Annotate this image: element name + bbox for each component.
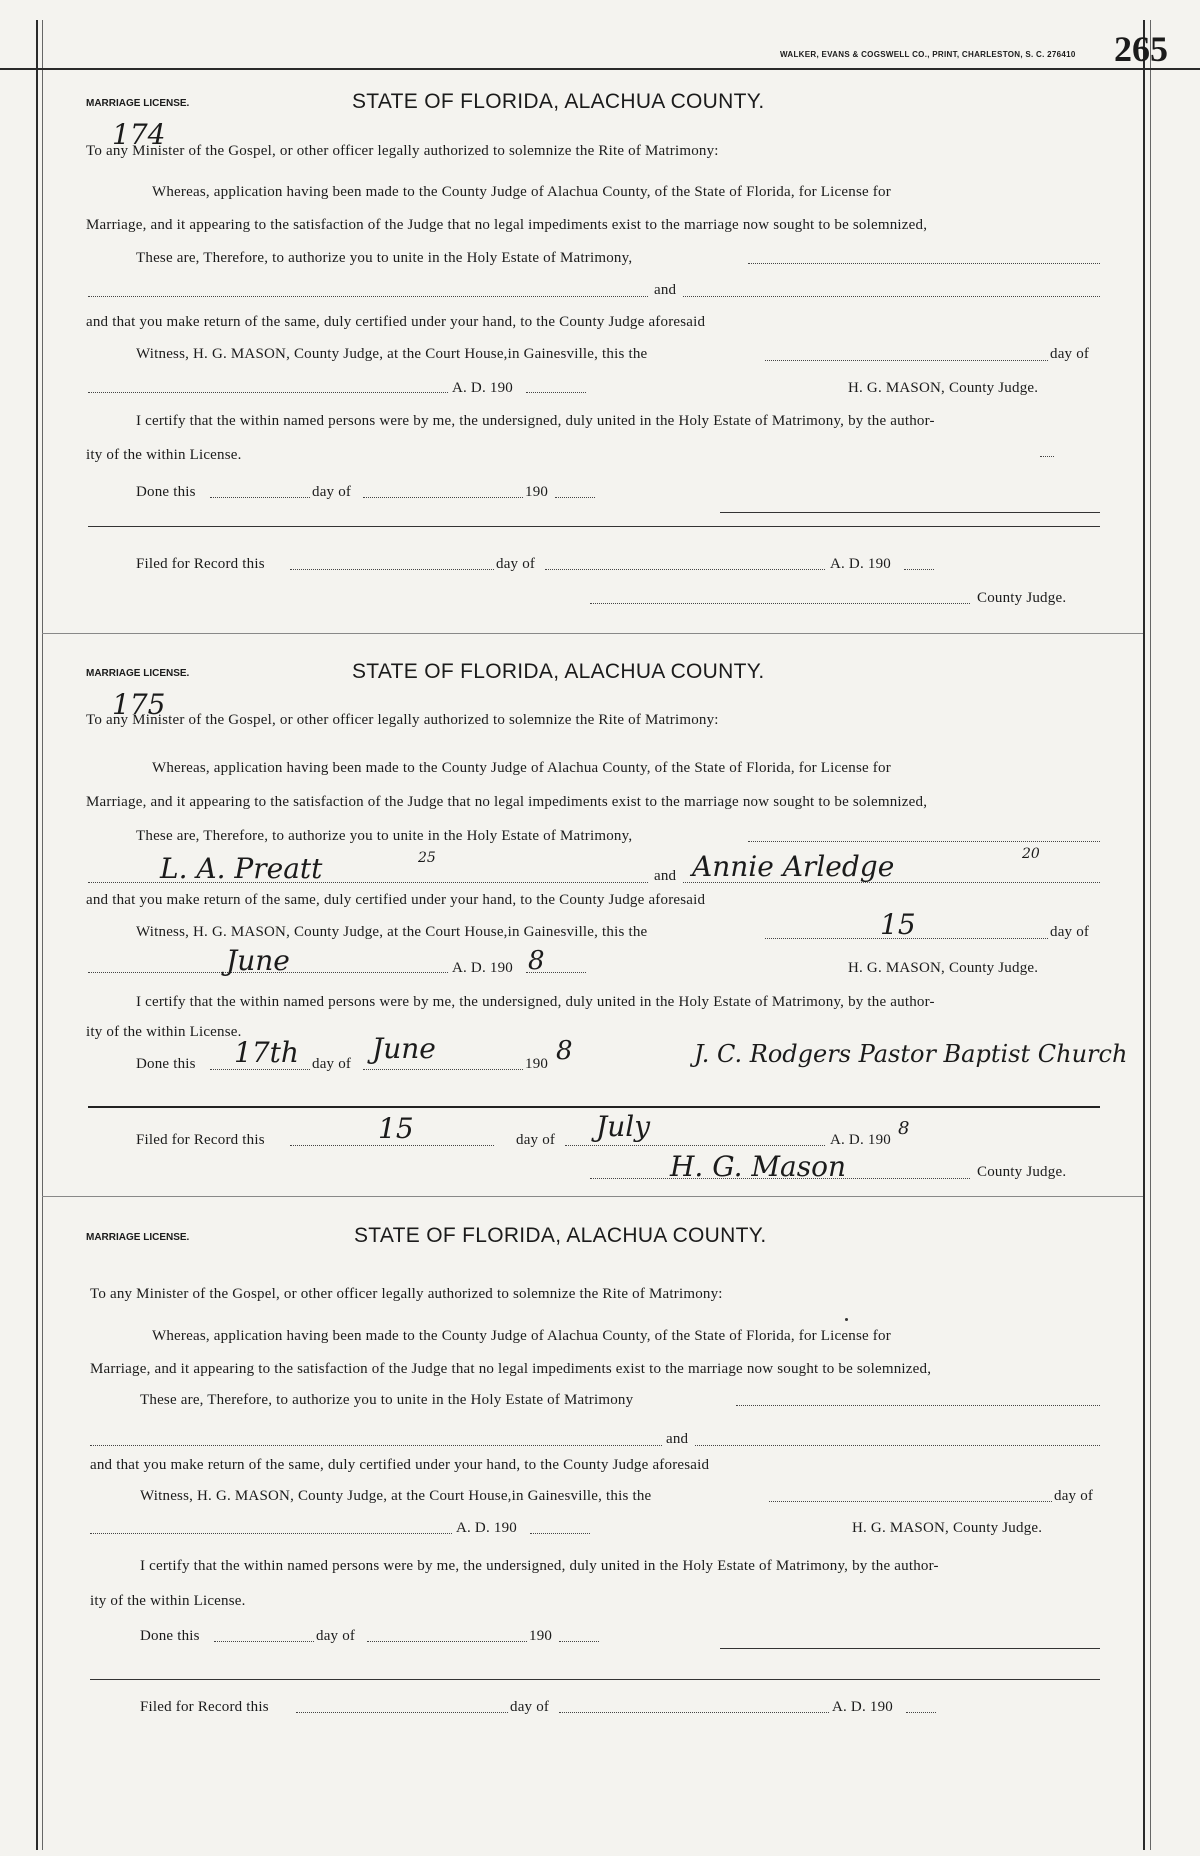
and-label: and [654, 282, 677, 298]
groom-blank [748, 263, 1100, 264]
done-this-label: Done this [140, 1628, 200, 1644]
bride-age: 20 [1022, 846, 1040, 862]
witness-day-of: day of [1054, 1488, 1094, 1504]
filed-day-blank [296, 1712, 508, 1713]
left-margin-line-inner [42, 20, 43, 1850]
whereas-line-1: Whereas, application having been made to the County Judge of Alachua County, of the State of Florida, for License for [152, 760, 891, 776]
done-month: June [372, 1032, 436, 1065]
bride-blank [695, 1445, 1100, 1446]
filed-day-of-label: day of [496, 556, 536, 572]
witness-ad-190: A. D. 190 [452, 380, 513, 396]
done-month-blank [367, 1641, 527, 1642]
done-190-label: 190 [525, 1056, 549, 1072]
done-day-blank [210, 1069, 310, 1070]
judge-name: H. G. MASON, County Judge. [852, 1520, 1043, 1536]
done-190-label: 190 [529, 1628, 553, 1644]
filed-day-of-label: day of [510, 1699, 550, 1715]
done-day-blank [214, 1641, 314, 1642]
return-line: and that you make return of the same, duly certified under your hand, to the County Judge aforesaid [86, 314, 706, 330]
names-blank-left [90, 1445, 662, 1446]
license-divider [42, 1196, 1143, 1197]
witness-month-blank [90, 1533, 452, 1534]
filed-day-blank [290, 1145, 494, 1146]
witness-line: Witness, H. G. MASON, County Judge, at the Court House,in Gainesville, this the [136, 346, 648, 362]
top-rule [0, 68, 1200, 70]
filed-ad-label: A. D. 190 [832, 1699, 893, 1715]
groom-age: 25 [418, 850, 436, 866]
license-state-title: STATE OF FLORIDA, ALACHUA COUNTY. [354, 1224, 767, 1247]
judge-signature: H. G. Mason [670, 1150, 847, 1183]
done-month-blank [363, 1069, 523, 1070]
filed-ad-label: A. D. 190 [830, 1132, 891, 1148]
stray-dot [845, 1318, 848, 1321]
done-year-blank [555, 497, 595, 498]
judge-name: H. G. MASON, County Judge. [848, 960, 1039, 976]
done-this-label: Done this [136, 1056, 196, 1072]
page-number: 265 [1114, 29, 1168, 69]
judge-signature-blank [590, 603, 970, 604]
to-minister-line: To any Minister of the Gospel, or other officer legally authorized to solemnize the Rite of Matrimony: [90, 1286, 723, 1302]
done-year-blank [559, 1641, 599, 1642]
witness-day-blank [769, 1501, 1052, 1502]
names-blank-left [88, 296, 648, 297]
witness-day: 15 [880, 908, 916, 941]
certify-line-2: ity of the within License. [90, 1593, 246, 1609]
done-year: 8 [556, 1036, 573, 1066]
witness-day-of: day of [1050, 924, 1090, 940]
filed-month-blank [545, 569, 825, 570]
officiant-signature-line [720, 512, 1100, 513]
certify-line-1: I certify that the within named persons were by me, the undersigned, duly united in the Holy Estate of Matrimony, by the author- [140, 1558, 939, 1574]
license-number: 175 [112, 688, 166, 721]
stray-mark [1040, 456, 1054, 460]
done-day-of-label: day of [312, 484, 352, 500]
judge-signature-blank [590, 1178, 970, 1179]
filed-year-blank [906, 1712, 936, 1713]
these-are-line: These are, Therefore, to authorize you to unite in the Holy Estate of Matrimony, [136, 828, 633, 844]
county-judge-label: County Judge. [977, 590, 1067, 606]
bride-blank [683, 296, 1100, 297]
whereas-line-1: Whereas, application having been made to the County Judge of Alachua County, of the State of Florida, for License for [152, 1328, 891, 1344]
filed-ad-label: A. D. 190 [830, 556, 891, 572]
whereas-line-2: Marriage, and it appearing to the satisfaction of the Judge that no legal impediments exist to the marriage now sought to be solemnized, [90, 1361, 932, 1377]
certify-line-1: I certify that the within named persons were by me, the undersigned, duly united in the Holy Estate of Matrimony, by the author- [136, 994, 935, 1010]
witness-month: June [226, 944, 290, 977]
witness-day-blank [765, 360, 1048, 361]
done-day-of-label: day of [312, 1056, 352, 1072]
to-minister-line: To any Minister of the Gospel, or other officer legally authorized to solemnize the Rite of Matrimony: [86, 143, 719, 159]
names-blank-left [88, 882, 648, 883]
right-margin-line [1143, 20, 1145, 1850]
license-label: MARRIAGE LICENSE. [86, 668, 190, 679]
filed-day-of-label: day of [516, 1132, 556, 1148]
whereas-line-2: Marriage, and it appearing to the satisfaction of the Judge that no legal impediments exist to the marriage now sought to be solemnized, [86, 794, 928, 810]
section-rule [90, 1679, 1100, 1680]
done-day-of-label: day of [316, 1628, 356, 1644]
filed-label: Filed for Record this [136, 1132, 265, 1148]
witness-ad-190: A. D. 190 [456, 1520, 517, 1536]
officiant-signature: J. C. Rodgers Pastor Baptist Church [694, 1040, 1128, 1068]
filed-label: Filed for Record this [136, 556, 265, 572]
and-label: and [654, 868, 677, 884]
groom-blank [736, 1405, 1100, 1406]
these-are-line: These are, Therefore, to authorize you to unite in the Holy Estate of Matrimony [140, 1392, 634, 1408]
license-state-title: STATE OF FLORIDA, ALACHUA COUNTY. [352, 660, 765, 683]
officiant-signature-line [720, 1648, 1100, 1649]
witness-year-blank [530, 1533, 590, 1534]
filed-year-blank [904, 569, 934, 570]
witness-line: Witness, H. G. MASON, County Judge, at the Court House,in Gainesville, this the [140, 1488, 652, 1504]
certify-line-2: ity of the within License. [86, 447, 242, 463]
groom-name: L. A. Preatt [160, 852, 323, 885]
filed-month-blank [559, 1712, 829, 1713]
groom-blank [748, 841, 1100, 842]
done-day: 17th [234, 1036, 299, 1069]
license-label: MARRIAGE LICENSE. [86, 1232, 190, 1243]
license-number: 174 [112, 118, 166, 151]
witness-month-blank [88, 392, 448, 393]
witness-year-blank [526, 392, 586, 393]
officiant-signature-line [88, 1106, 1100, 1108]
return-line: and that you make return of the same, duly certified under your hand, to the County Judge aforesaid [86, 892, 706, 908]
certify-line-1: I certify that the within named persons were by me, the undersigned, duly united in the Holy Estate of Matrimony, by the author- [136, 413, 935, 429]
license-label: MARRIAGE LICENSE. [86, 98, 190, 109]
return-line: and that you make return of the same, duly certified under your hand, to the County Judge aforesaid [90, 1457, 710, 1473]
filed-day-blank [290, 569, 494, 570]
done-month-blank [363, 497, 523, 498]
whereas-line-2: Marriage, and it appearing to the satisfaction of the Judge that no legal impediments exist to the marriage now sought to be solemnized, [86, 217, 928, 233]
printer-imprint: WALKER, EVANS & COGSWELL CO., PRINT, CHARLESTON, S. C. 276410 [780, 50, 1076, 59]
these-are-line: These are, Therefore, to authorize you to unite in the Holy Estate of Matrimony, [136, 250, 633, 266]
section-rule [88, 526, 1100, 527]
witness-line: Witness, H. G. MASON, County Judge, at the Court House,in Gainesville, this the [136, 924, 648, 940]
county-judge-label: County Judge. [977, 1164, 1067, 1180]
filed-month-blank [565, 1145, 825, 1146]
filed-year: 8 [898, 1118, 910, 1139]
to-minister-line: To any Minister of the Gospel, or other officer legally authorized to solemnize the Rite of Matrimony: [86, 712, 719, 728]
filed-month: July [596, 1110, 651, 1143]
filed-label: Filed for Record this [140, 1699, 269, 1715]
right-margin-line-inner [1150, 20, 1151, 1850]
filed-day: 15 [378, 1112, 414, 1145]
license-state-title: STATE OF FLORIDA, ALACHUA COUNTY. [352, 90, 765, 113]
done-day-blank [210, 497, 310, 498]
left-margin-line [36, 20, 38, 1850]
and-label: and [666, 1431, 689, 1447]
witness-year: 8 [528, 946, 545, 976]
done-190-label: 190 [525, 484, 549, 500]
done-this-label: Done this [136, 484, 196, 500]
certify-line-2: ity of the within License. [86, 1024, 242, 1040]
witness-ad-190: A. D. 190 [452, 960, 513, 976]
license-divider [42, 633, 1143, 634]
judge-name: H. G. MASON, County Judge. [848, 380, 1039, 396]
whereas-line-1: Whereas, application having been made to the County Judge of Alachua County, of the State of Florida, for License for [152, 184, 891, 200]
bride-name: Annie Arledge [692, 850, 895, 883]
witness-day-of: day of [1050, 346, 1090, 362]
